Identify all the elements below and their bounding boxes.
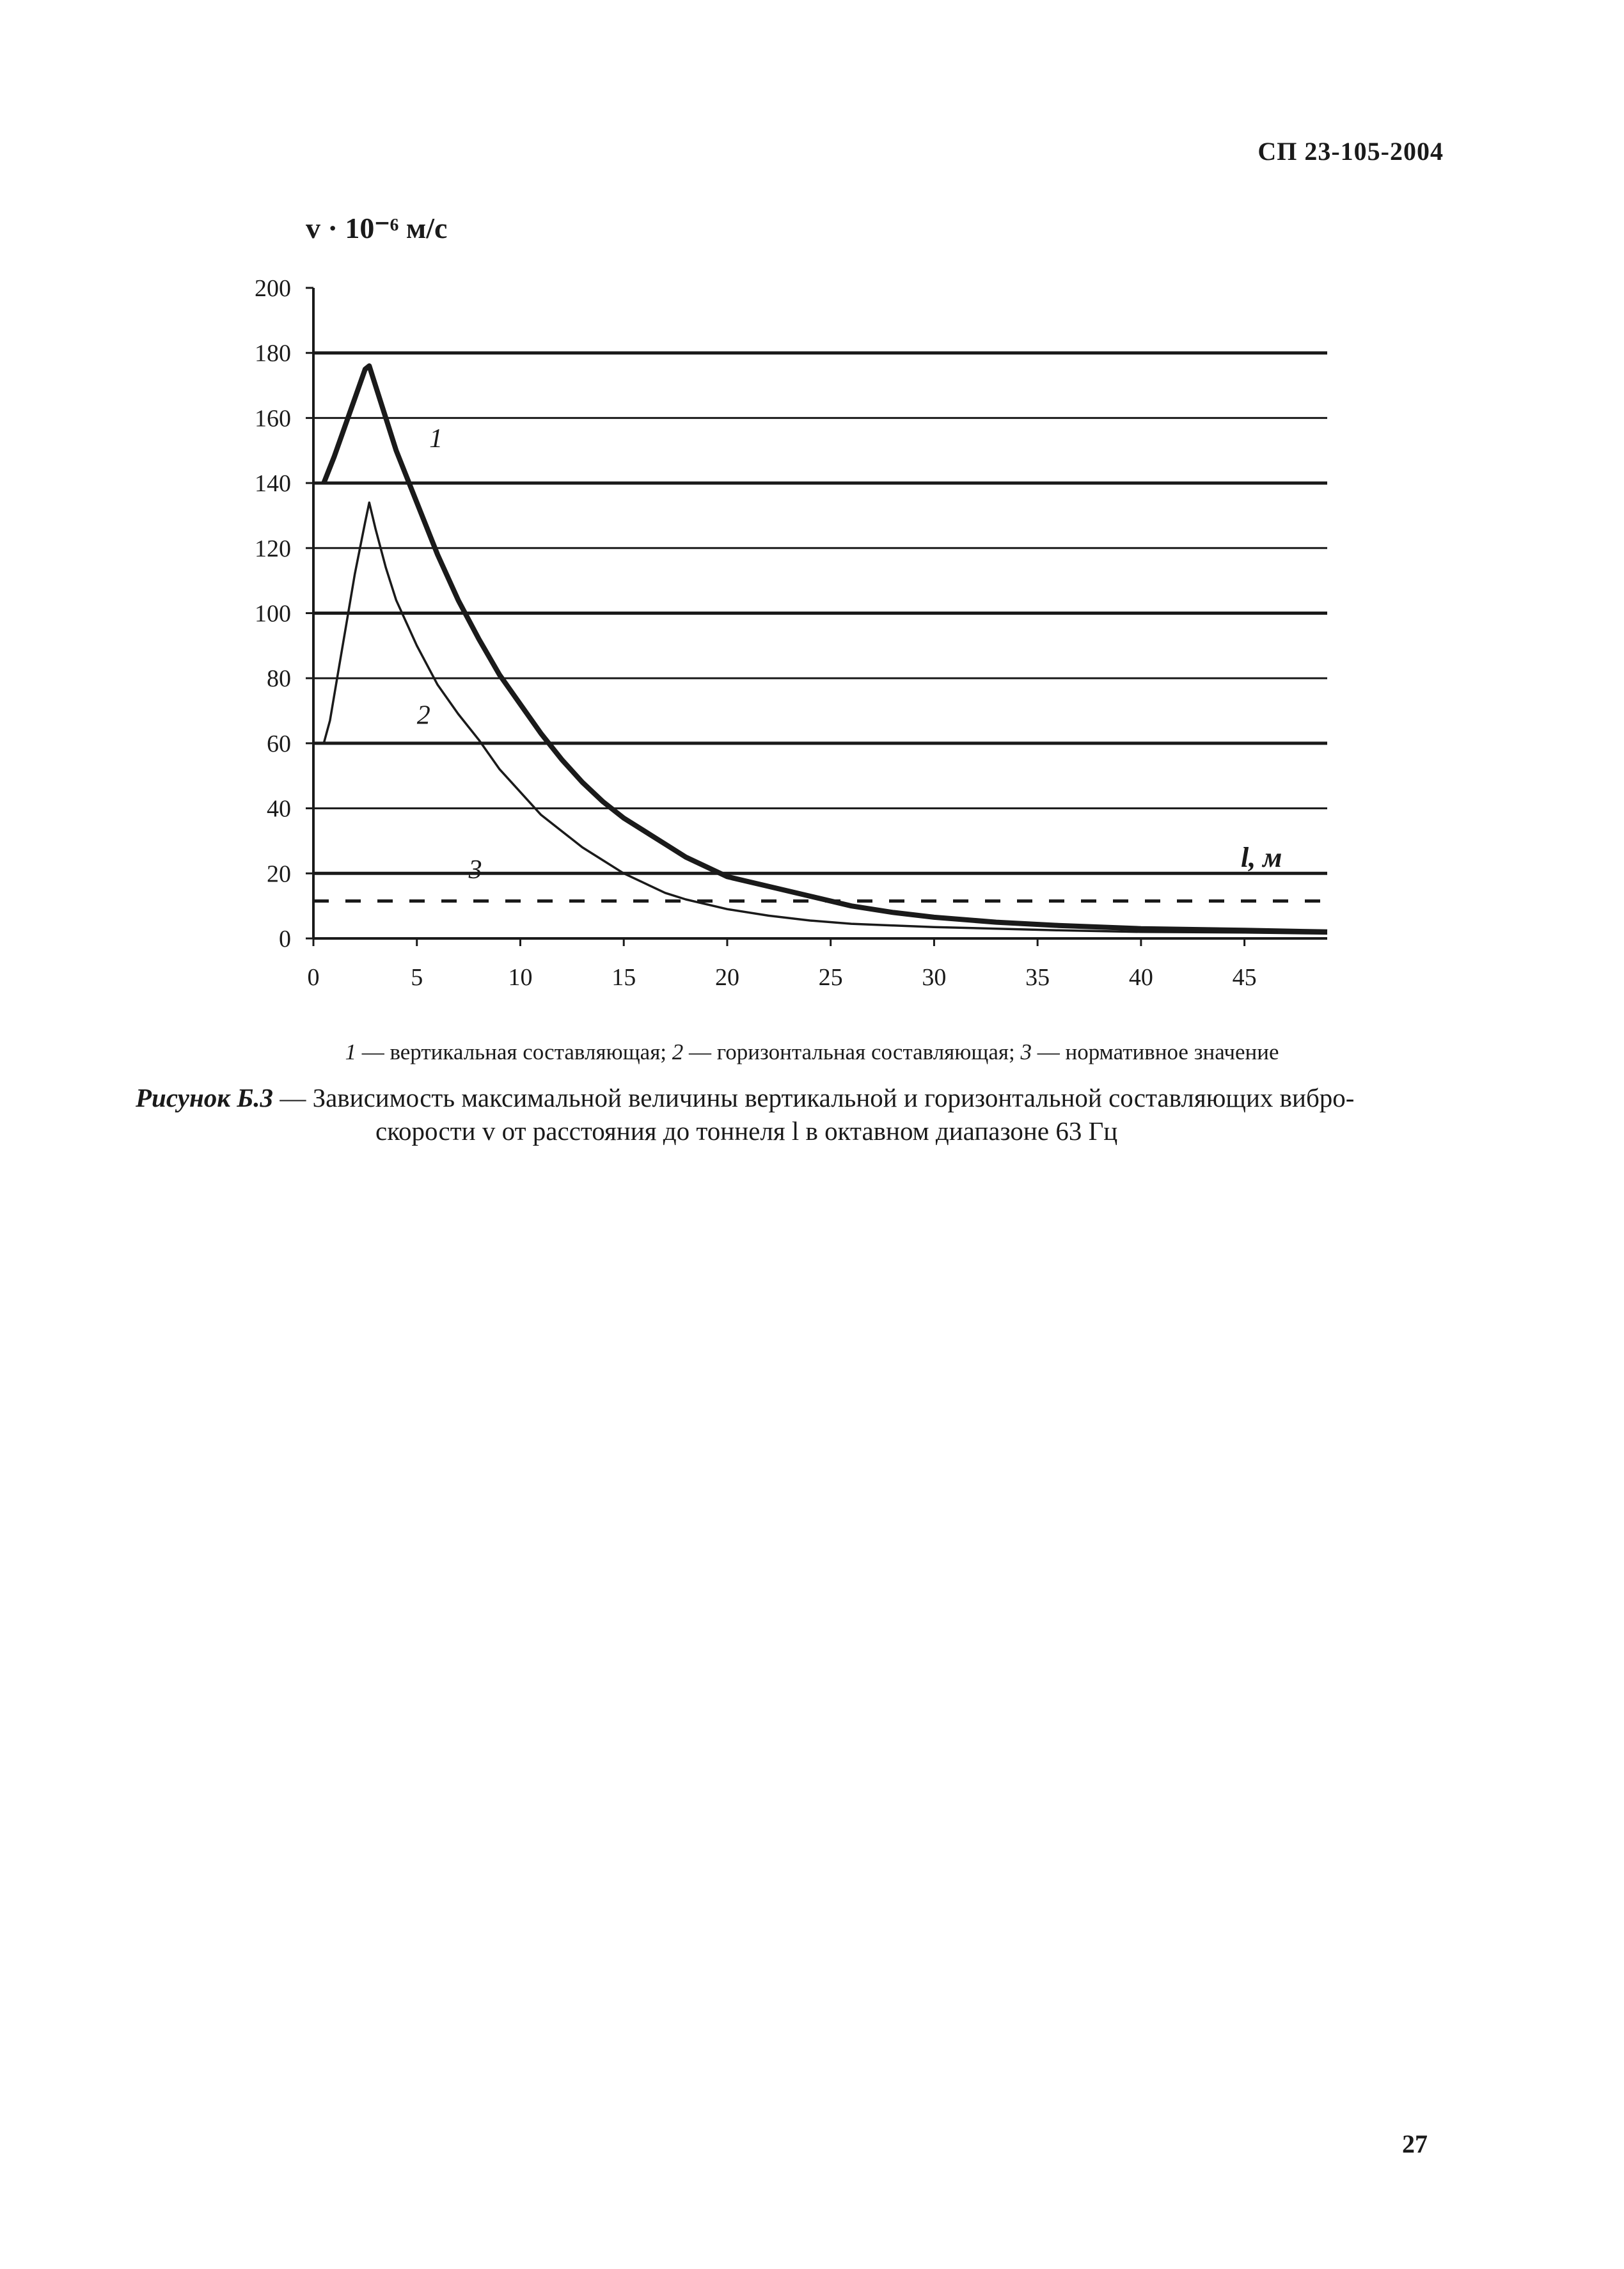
y-axis-label: v · 10⁻⁶ м/с: [306, 212, 448, 244]
y-tick-label: 200: [255, 275, 291, 302]
y-tick-label: 60: [267, 730, 291, 757]
x-tick-label: 30: [922, 964, 947, 991]
y-tick-label: 40: [267, 795, 291, 823]
y-tick-label: 180: [255, 340, 291, 367]
chart-svg: [0, 0, 1624, 1024]
x-tick-label: 40: [1128, 964, 1153, 991]
series-line-1: [324, 366, 1327, 932]
y-tick-label: 0: [279, 926, 291, 953]
x-tick-label: 0: [307, 964, 320, 991]
x-tick-label: 25: [818, 964, 843, 991]
y-tick-label: 120: [255, 535, 291, 562]
curve-label-3: 3: [468, 855, 482, 885]
x-tick-label: 15: [611, 964, 636, 991]
x-tick-label: 5: [411, 964, 423, 991]
curve-label-2: 2: [416, 700, 430, 731]
x-tick-label: 45: [1232, 964, 1257, 991]
x-tick-label: 10: [508, 964, 533, 991]
x-tick-label: 20: [714, 964, 739, 991]
chart-legend: [0, 1040, 1624, 1065]
y-tick-label: 140: [255, 470, 291, 498]
legend-num-3: 3: [1020, 1040, 1032, 1064]
series-layer: [313, 366, 1327, 933]
y-tick-label: 100: [255, 600, 291, 628]
y-tick-label: 80: [267, 665, 291, 693]
figure-caption: [136, 1081, 1498, 1148]
y-tick-label: 160: [255, 405, 291, 432]
axis-layer: [306, 288, 1327, 946]
x-tick-label: 35: [1025, 964, 1050, 991]
legend-desc-2: — горизонтальная составляющая;: [683, 1040, 1021, 1064]
curve-label-1: 1: [429, 424, 443, 454]
legend-num-1: 1: [345, 1040, 356, 1064]
caption-label: Рисунок Б.3: [136, 1083, 274, 1112]
figure-chart: [0, 0, 1624, 1024]
page-number: 27: [1402, 2130, 1428, 2158]
legend-num-2: 2: [672, 1040, 684, 1064]
legend-desc-3: — нормативное значение: [1031, 1040, 1279, 1064]
y-tick-label: 20: [267, 860, 291, 888]
x-axis-label: l, м: [1241, 842, 1282, 873]
document-code: СП 23-105-2004: [1257, 137, 1444, 166]
legend-desc-1: — вертикальная составляющая;: [356, 1040, 672, 1064]
caption-line-1: — Зависимость максимальной величины вертикальной и горизонтальной составляющих вибро-: [273, 1083, 1355, 1112]
caption-line-2: скорости v от расстояния до тоннеля l в октавном диапазоне 63 Гц: [375, 1116, 1118, 1146]
